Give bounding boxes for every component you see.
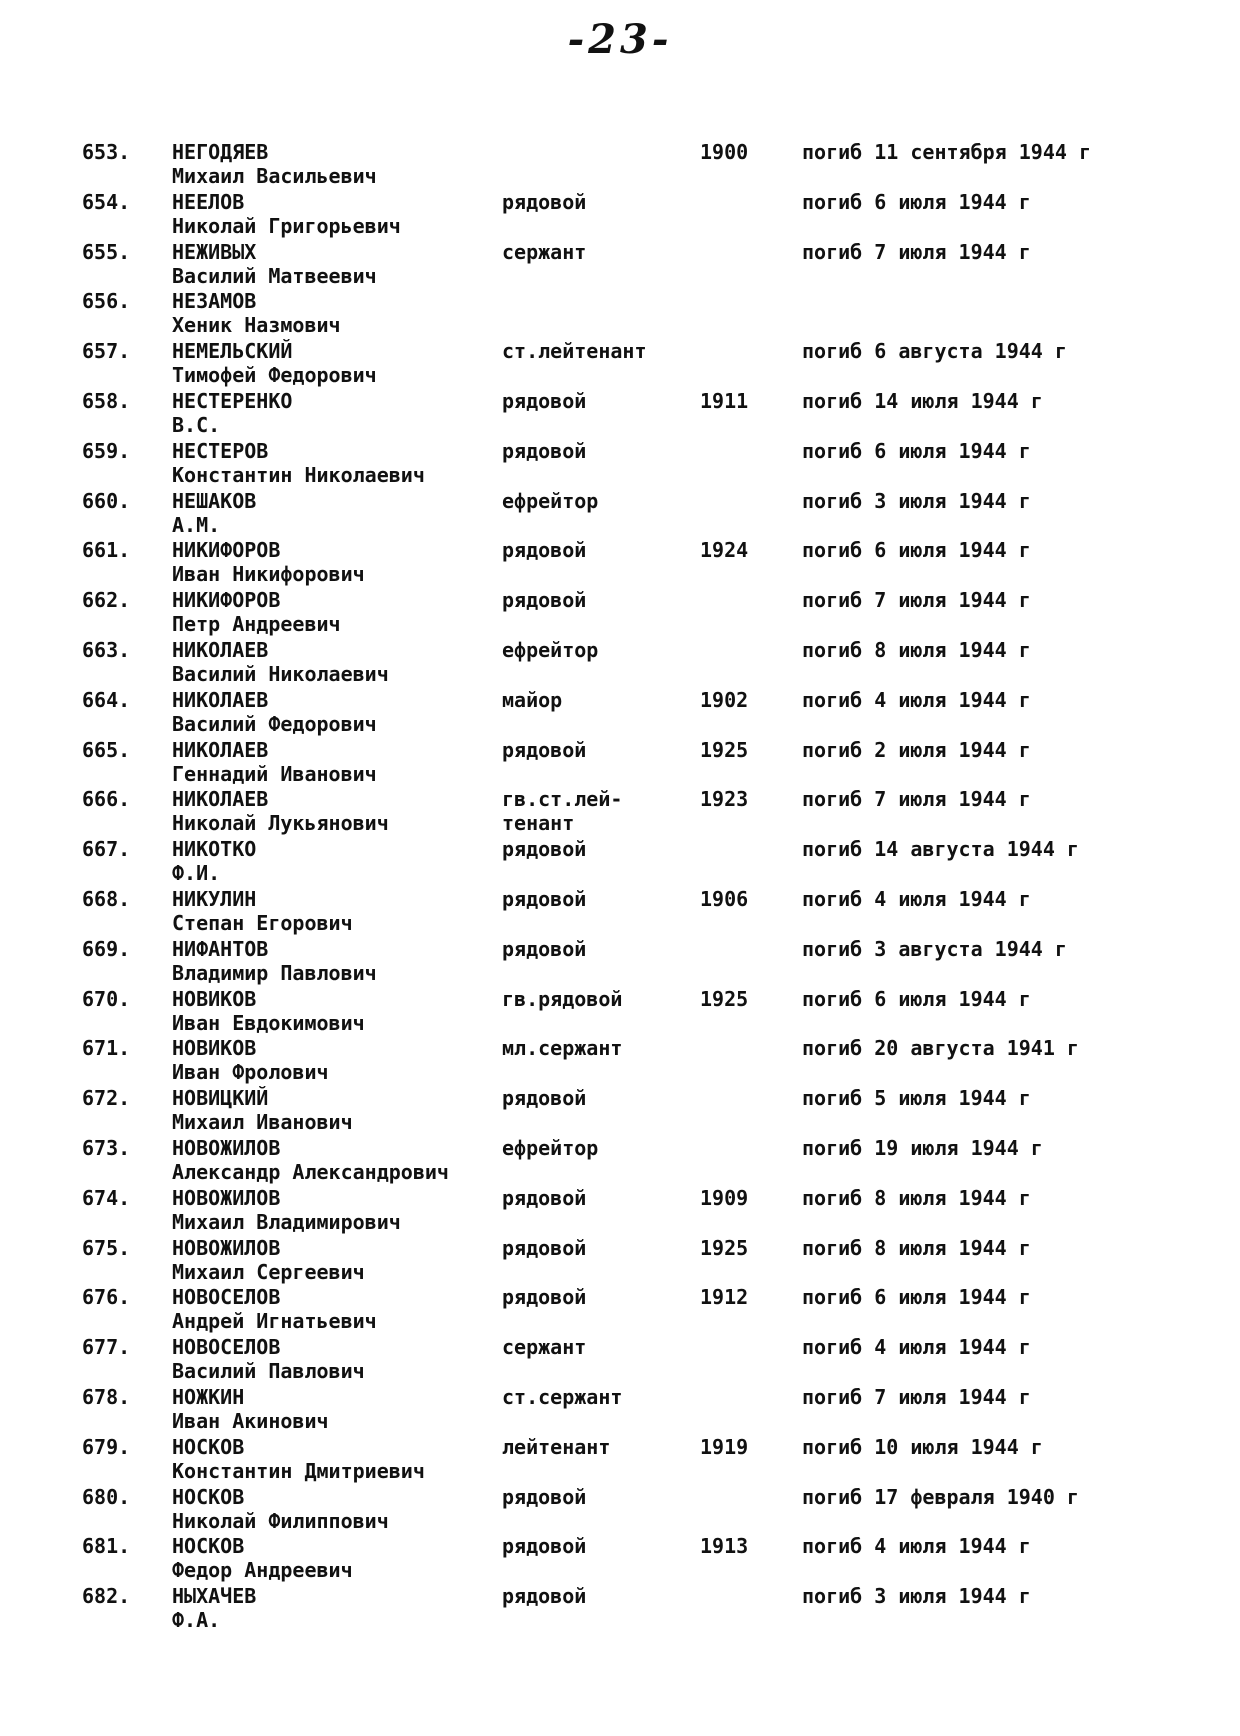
entry-given-name: Ф.И. — [172, 861, 221, 886]
entry-surname: НИКИФОРОВ — [172, 588, 281, 613]
entry-surname: НОВОСЕЛОВ — [172, 1285, 281, 1310]
entry-given-name: Андрей Игнатьевич — [172, 1309, 377, 1334]
entry-number: 674. — [82, 1185, 131, 1210]
list-item — [0, 1285, 1240, 1335]
entry-number: 663. — [82, 637, 131, 662]
entry-surname: НОСКОВ — [172, 1484, 245, 1509]
entry-number: 653. — [82, 140, 131, 164]
entry-rank: рядовой — [502, 837, 587, 862]
list-item — [0, 638, 1240, 688]
list-item — [0, 1086, 1240, 1136]
entry-rank: ефрейтор — [502, 488, 599, 513]
entry-surname: НЫХАЧЕВ — [172, 1584, 257, 1609]
entry-number: 656. — [82, 289, 131, 314]
entry-rank: рядовой — [502, 438, 587, 463]
entry-given-name: Михаил Иванович — [172, 1110, 353, 1135]
entry-given-name: В.С. — [172, 412, 221, 437]
entry-rank: рядовой — [502, 189, 587, 214]
entry-rank: гв.ст.лей- — [502, 787, 623, 812]
entry-birth-year: 1912 — [700, 1285, 749, 1310]
entry-surname: НОВОЖИЛОВ — [172, 1135, 281, 1160]
list-item — [0, 1385, 1240, 1435]
entry-given-name: Иван Евдокимович — [172, 1010, 365, 1035]
entry-given-name: Александр Александрович — [172, 1159, 449, 1184]
entry-given-name: Михаил Владимирович — [172, 1209, 401, 1234]
list-item — [0, 489, 1240, 539]
entry-surname: НИКОЛАЕВ — [172, 737, 269, 762]
entry-number: 673. — [82, 1135, 131, 1160]
list-item — [0, 837, 1240, 887]
entry-given-name: Василий Матвеевич — [172, 263, 377, 288]
entry-surname: НОЖКИН — [172, 1384, 245, 1409]
entry-fate: погиб 10 июля 1944 г — [802, 1434, 1043, 1459]
list-item — [0, 1485, 1240, 1535]
list-item — [0, 738, 1240, 788]
entry-surname: НЕШАКОВ — [172, 488, 257, 513]
entry-fate: погиб 17 февраля 1940 г — [802, 1484, 1079, 1509]
entry-given-name: А.М. — [172, 512, 221, 537]
entry-rank: рядовой — [502, 886, 587, 911]
entry-birth-year: 1923 — [700, 787, 749, 812]
entry-surname: НОСКОВ — [172, 1434, 245, 1459]
entry-fate: погиб 5 июля 1944 г — [802, 1086, 1031, 1111]
entry-number: 668. — [82, 886, 131, 911]
entry-rank: ст.сержант — [502, 1384, 623, 1409]
entry-given-name: Николай Григорьевич — [172, 213, 401, 238]
list-item — [0, 937, 1240, 987]
entry-birth-year: 1913 — [700, 1534, 749, 1559]
entry-number: 682. — [82, 1584, 131, 1609]
list-item — [0, 1584, 1240, 1634]
entry-fate: погиб 8 июля 1944 г — [802, 637, 1031, 662]
entry-rank: гв.рядовой — [502, 986, 623, 1011]
entry-fate: погиб 11 сентября 1944 г — [802, 140, 1091, 164]
list-item — [0, 1435, 1240, 1485]
entry-rank: рядовой — [502, 1484, 587, 1509]
entry-fate: погиб 7 июля 1944 г — [802, 239, 1031, 264]
entry-given-name: Иван Никифорович — [172, 562, 365, 587]
entry-fate: погиб 6 июля 1944 г — [802, 538, 1031, 563]
entry-rank: ст.лейтенант — [502, 339, 647, 364]
list-item — [0, 289, 1240, 339]
entry-given-name: Иван Фролович — [172, 1060, 329, 1085]
entry-number: 677. — [82, 1335, 131, 1360]
entry-rank: рядовой — [502, 1285, 587, 1310]
entry-rank: майор — [502, 687, 563, 712]
entry-number: 667. — [82, 837, 131, 862]
entry-rank: рядовой — [502, 588, 587, 613]
entry-given-name: Василий Павлович — [172, 1359, 365, 1384]
entry-number: 672. — [82, 1086, 131, 1111]
entry-surname: НЕЗАМОВ — [172, 289, 257, 314]
entry-number: 655. — [82, 239, 131, 264]
entry-given-name: Петр Андреевич — [172, 612, 341, 637]
entry-birth-year: 1906 — [700, 886, 749, 911]
list-item — [0, 190, 1240, 240]
entry-number: 681. — [82, 1534, 131, 1559]
entry-rank: рядовой — [502, 936, 587, 961]
entry-given-name: Василий Николаевич — [172, 661, 389, 686]
entry-fate: погиб 2 июля 1944 г — [802, 737, 1031, 762]
entry-number: 676. — [82, 1285, 131, 1310]
entry-given-name: Николай Лукьянович — [172, 811, 389, 836]
entry-rank: ефрейтор — [502, 637, 599, 662]
entry-number: 671. — [82, 1036, 131, 1061]
entry-fate: погиб 8 июля 1944 г — [802, 1235, 1031, 1260]
entry-fate: погиб 4 июля 1944 г — [802, 687, 1031, 712]
list-item — [0, 240, 1240, 290]
entry-surname: НОСКОВ — [172, 1534, 245, 1559]
entry-fate: погиб 6 августа 1944 г — [802, 339, 1067, 364]
entry-given-name: Константин Дмитриевич — [172, 1458, 425, 1483]
entry-rank: рядовой — [502, 1584, 587, 1609]
entry-fate: погиб 3 июля 1944 г — [802, 1584, 1031, 1609]
entry-given-name: Тимофей Федорович — [172, 363, 377, 388]
entry-fate: погиб 6 июля 1944 г — [802, 438, 1031, 463]
entry-birth-year: 1919 — [700, 1434, 749, 1459]
entry-birth-year: 1911 — [700, 388, 749, 413]
entry-rank: рядовой — [502, 1185, 587, 1210]
entry-birth-year: 1925 — [700, 986, 749, 1011]
entry-rank: сержант — [502, 1335, 587, 1360]
entry-given-name: Владимир Павлович — [172, 960, 377, 985]
entry-fate: погиб 7 июля 1944 г — [802, 787, 1031, 812]
entry-number: 680. — [82, 1484, 131, 1509]
entry-given-name: Геннадий Иванович — [172, 761, 377, 786]
entry-surname: НОВИЦКИЙ — [172, 1086, 269, 1111]
entry-birth-year: 1909 — [700, 1185, 749, 1210]
entry-birth-year: 1924 — [700, 538, 749, 563]
list-item — [0, 688, 1240, 738]
list-item — [0, 588, 1240, 638]
entry-surname: НИФАНТОВ — [172, 936, 269, 961]
list-item — [0, 140, 1240, 190]
page-number: -23- — [567, 16, 673, 63]
list-item — [0, 887, 1240, 937]
entry-rank: лейтенант — [502, 1434, 611, 1459]
entry-fate: погиб 4 июля 1944 г — [802, 886, 1031, 911]
entry-rank: сержант — [502, 239, 587, 264]
entry-fate: погиб 6 июля 1944 г — [802, 1285, 1031, 1310]
entry-surname: НИКУЛИН — [172, 886, 257, 911]
entry-rank-continued: тенант — [502, 811, 575, 836]
entry-fate: погиб 8 июля 1944 г — [802, 1185, 1031, 1210]
entry-surname: НЕСТЕРЕНКО — [172, 388, 293, 413]
entry-surname: НИКОТКО — [172, 837, 257, 862]
list-item — [0, 1036, 1240, 1086]
casualty-list — [0, 140, 1240, 1634]
list-item — [0, 439, 1240, 489]
entry-number: 675. — [82, 1235, 131, 1260]
entry-birth-year: 1902 — [700, 687, 749, 712]
entry-rank: рядовой — [502, 538, 587, 563]
entry-fate: погиб 3 июля 1944 г — [802, 488, 1031, 513]
entry-number: 669. — [82, 936, 131, 961]
entry-number: 670. — [82, 986, 131, 1011]
entry-given-name: Ф.А. — [172, 1608, 221, 1633]
entry-given-name: Михаил Сергеевич — [172, 1259, 365, 1284]
entry-number: 660. — [82, 488, 131, 513]
entry-rank: рядовой — [502, 1086, 587, 1111]
entry-number: 659. — [82, 438, 131, 463]
entry-rank: рядовой — [502, 737, 587, 762]
entry-number: 657. — [82, 339, 131, 364]
entry-number: 662. — [82, 588, 131, 613]
entry-surname: НЕСТЕРОВ — [172, 438, 269, 463]
entry-surname: НОВОСЕЛОВ — [172, 1335, 281, 1360]
list-item — [0, 1236, 1240, 1286]
entry-number: 664. — [82, 687, 131, 712]
list-item — [0, 538, 1240, 588]
list-item — [0, 339, 1240, 389]
entry-surname: НИКОЛАЕВ — [172, 787, 269, 812]
entry-surname: НИКОЛАЕВ — [172, 637, 269, 662]
entry-rank: рядовой — [502, 1534, 587, 1559]
entry-given-name: Степан Егорович — [172, 910, 353, 935]
entry-fate: погиб 19 июля 1944 г — [802, 1135, 1043, 1160]
entry-birth-year: 1925 — [700, 1235, 749, 1260]
entry-number: 679. — [82, 1434, 131, 1459]
entry-birth-year: 1925 — [700, 737, 749, 762]
entry-given-name: Николай Филиппович — [172, 1508, 389, 1533]
entry-surname: НЕМЕЛЬСКИЙ — [172, 339, 293, 364]
entry-given-name: Хеник Назмович — [172, 313, 341, 338]
list-item — [0, 1335, 1240, 1385]
entry-number: 661. — [82, 538, 131, 563]
entry-fate: погиб 4 июля 1944 г — [802, 1534, 1031, 1559]
entry-fate: погиб 7 июля 1944 г — [802, 588, 1031, 613]
list-item — [0, 1534, 1240, 1584]
entry-given-name: Федор Андреевич — [172, 1558, 353, 1583]
entry-birth-year: 1900 — [700, 140, 749, 164]
entry-fate: погиб 6 июля 1944 г — [802, 986, 1031, 1011]
entry-fate: погиб 14 августа 1944 г — [802, 837, 1079, 862]
entry-surname: НОВИКОВ — [172, 1036, 257, 1061]
entry-rank: рядовой — [502, 1235, 587, 1260]
entry-rank: мл.сержант — [502, 1036, 623, 1061]
entry-given-name: Михаил Васильевич — [172, 164, 377, 188]
entry-given-name: Константин Николаевич — [172, 462, 425, 487]
entry-fate: погиб 4 июля 1944 г — [802, 1335, 1031, 1360]
entry-surname: НОВОЖИЛОВ — [172, 1185, 281, 1210]
entry-given-name: Василий Федорович — [172, 711, 377, 736]
entry-rank: ефрейтор — [502, 1135, 599, 1160]
entry-fate: погиб 6 июля 1944 г — [802, 189, 1031, 214]
entry-fate: погиб 14 июля 1944 г — [802, 388, 1043, 413]
list-item — [0, 987, 1240, 1037]
entry-fate: погиб 20 августа 1941 г — [802, 1036, 1079, 1061]
entry-fate: погиб 7 июля 1944 г — [802, 1384, 1031, 1409]
entry-surname: НЕГОДЯЕВ — [172, 140, 269, 164]
entry-rank: рядовой — [502, 388, 587, 413]
entry-surname: НОВИКОВ — [172, 986, 257, 1011]
entry-surname: НИКИФОРОВ — [172, 538, 281, 563]
entry-surname: НЕЖИВЫХ — [172, 239, 257, 264]
entry-surname: НЕЕЛОВ — [172, 189, 245, 214]
entry-surname: НИКОЛАЕВ — [172, 687, 269, 712]
entry-number: 666. — [82, 787, 131, 812]
list-item — [0, 1136, 1240, 1186]
entry-number: 665. — [82, 737, 131, 762]
list-item — [0, 787, 1240, 837]
entry-given-name: Иван Акинович — [172, 1408, 329, 1433]
list-item — [0, 389, 1240, 439]
list-item — [0, 1186, 1240, 1236]
entry-surname: НОВОЖИЛОВ — [172, 1235, 281, 1260]
entry-number: 658. — [82, 388, 131, 413]
entry-number: 654. — [82, 189, 131, 214]
entry-number: 678. — [82, 1384, 131, 1409]
entry-fate: погиб 3 августа 1944 г — [802, 936, 1067, 961]
